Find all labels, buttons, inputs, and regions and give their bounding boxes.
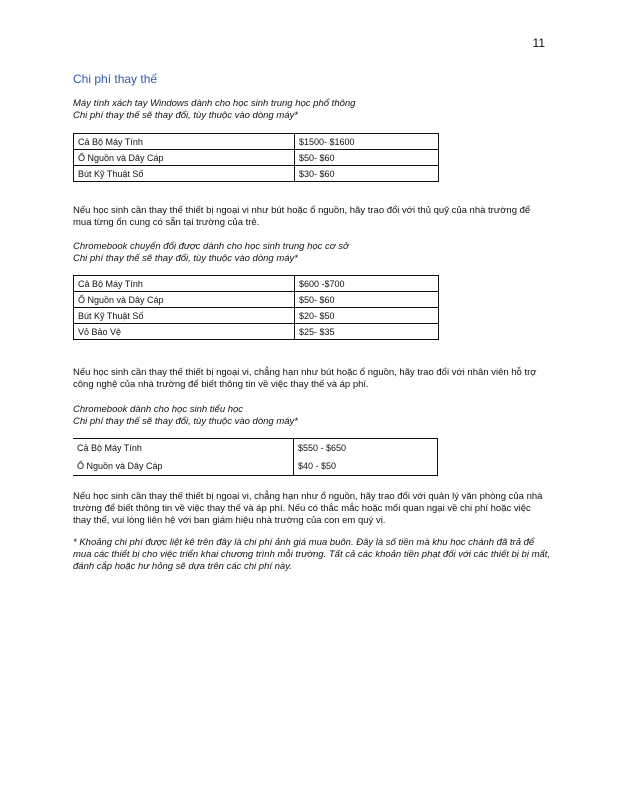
table-row <box>73 439 438 457</box>
section3-note-line2: Chi phí thay thế sẽ thay đổi, tùy thuộc vào dòng máy* <box>73 416 298 427</box>
table-cell-item: Bút Kỹ Thuật Số <box>74 166 295 182</box>
section2-paragraph: Nếu học sinh cần thay thế thiết bị ngoại vi, chẳng hạn như bút hoặc ổ nguồn, hãy trao đổi với nhân viên hỗ trợ công nghệ của nhà trường để biết thông tin về việc thay thế và áp phí. <box>73 367 537 390</box>
table-cell-price: $550 - $650 <box>294 439 438 457</box>
table-cell-price: $40 - $50 <box>294 456 438 476</box>
table-cell-price: $30- $60 <box>295 166 439 182</box>
table-cell-price: $20- $50 <box>295 308 439 324</box>
table-cell-item: Bút Kỹ Thuật Số <box>74 308 295 324</box>
table-row <box>74 292 439 308</box>
table-cell-item: Cả Bộ Máy Tính <box>74 134 295 150</box>
table-cell-price: $1500- $1600 <box>295 134 439 150</box>
table-cell-price: $50- $60 <box>295 292 439 308</box>
section3-note <box>73 404 298 428</box>
section1-note <box>73 98 355 122</box>
table-cell-item: Ổ Nguồn và Dây Cáp <box>74 150 295 166</box>
section2-note-line1: Chromebook chuyển đổi được dành cho học sinh trung học cơ sở <box>73 241 349 252</box>
section2-note-line2: Chi phí thay thế sẽ thay đổi, tùy thuộc vào dòng máy* <box>73 253 298 264</box>
section2-note <box>73 241 349 265</box>
table-cell-item: Vỏ Bảo Vệ <box>74 324 295 340</box>
table-row <box>74 166 439 182</box>
section1-note-line2: Chi phí thay thế sẽ thay đổi, tùy thuộc vào dòng máy* <box>73 110 298 121</box>
section3-fee-table <box>73 438 438 476</box>
table-cell-price: $25- $35 <box>295 324 439 340</box>
table-cell-item: Cả Bộ Máy Tính <box>73 439 294 457</box>
table-cell-item: Cả Bộ Máy Tính <box>74 276 295 292</box>
footnote: * Khoảng chi phí được liệt kê trên đây là chi phí ảnh giá mua buôn. Đây là số tiền mà khu học chánh đã trả để mua các thiết bị cho việc triển khai chương trình mỗi trường. Tất cả các khoản tiền phạt đối với các thiết bị bị mất, đánh cắp hoặc hư hỏng sẽ dựa trên các chi phí này. <box>73 537 551 572</box>
section2-fee-table <box>73 275 439 340</box>
page-number: 11 <box>532 36 545 50</box>
table-row <box>74 308 439 324</box>
table-cell-item: Ổ Nguồn và Dây Cáp <box>73 456 294 476</box>
section1-note-line1: Máy tính xách tay Windows dành cho học sinh trung học phổ thông <box>73 98 356 109</box>
section-heading: Chi phí thay thế <box>73 72 158 86</box>
table-row <box>74 276 439 292</box>
section3-note-line1: Chromebook dành cho học sinh tiểu học <box>73 404 244 415</box>
table-row <box>74 150 439 166</box>
table-row <box>74 324 439 340</box>
section1-fee-table <box>73 133 439 182</box>
table-row <box>74 134 439 150</box>
table-cell-price: $50- $60 <box>295 150 439 166</box>
section3-paragraph: Nếu học sinh cần thay thế thiết bị ngoại vi, chẳng hạn như ổ nguồn, hãy trao đổi với quản lý văn phòng của nhà trường để biết thông tin về việc thay thế và áp phí. Nếu có thắc mắc hoặc mối quan ngại về chi phí hoặc việc thay thế, vui lòng liên hệ với ban giám hiệu nhà trường của con em quý vị. <box>73 491 543 526</box>
table-row <box>73 456 438 476</box>
table-cell-price: $600 -$700 <box>295 276 439 292</box>
table-cell-item: Ổ Nguồn và Dây Cáp <box>74 292 295 308</box>
section1-paragraph: Nếu học sinh cần thay thế thiết bị ngoại vi như bút hoặc ổ nguồn, hãy trao đổi với thủ quỹ của nhà trường để mua từng ổn cung có sẵn tại trường của trẻ. <box>73 205 531 228</box>
